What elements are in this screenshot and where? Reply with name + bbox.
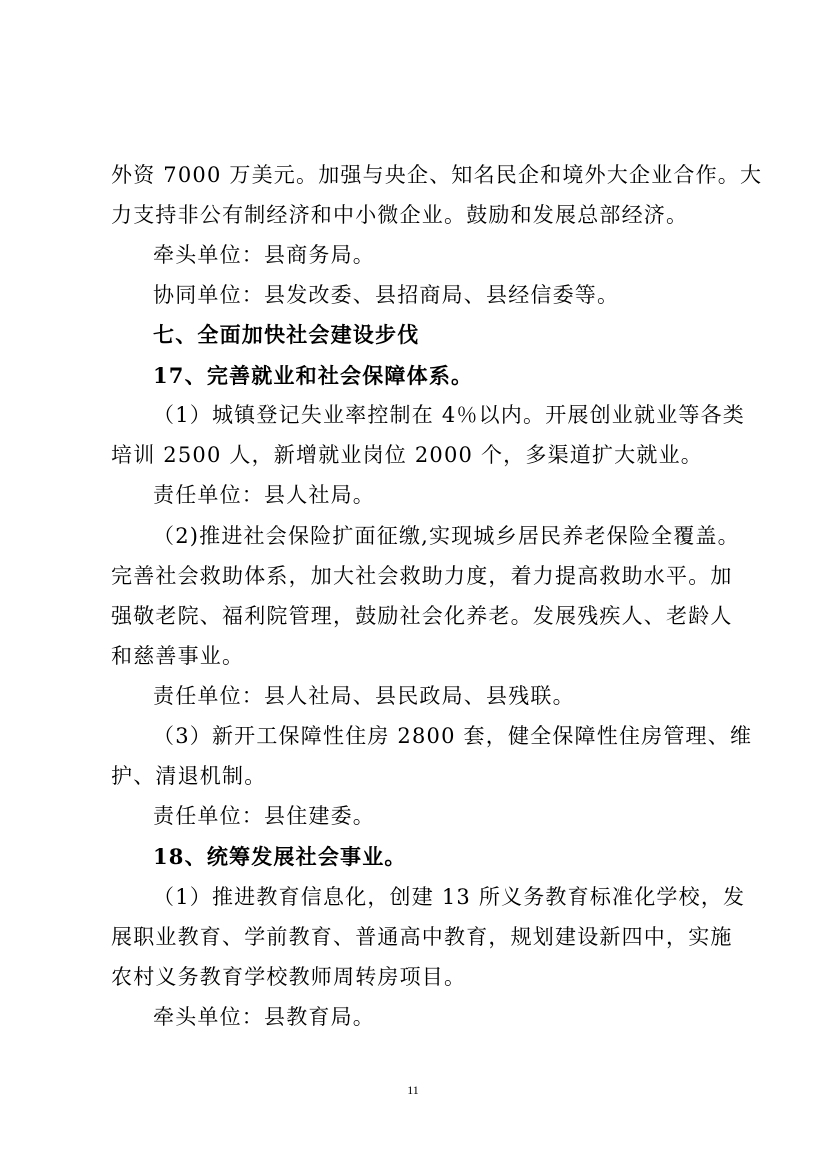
body-text-line: 展职业教育、学前教育、普通高中教育，规划建设新四中，实施 [111,925,733,949]
body-text-line: 强敬老院、福利院管理，鼓励社会化养老。发展残疾人、老龄人 [111,604,733,628]
lead-unit-line: 牵头单位：县教育局。 [153,1005,375,1029]
body-text-line: （3）新开工保障性住房 2800 套，健全保障性住房管理、维 [153,724,753,748]
body-text-line: （2)推进社会保险扩面征缴,实现城乡居民养老保险全覆盖。 [153,524,740,548]
section-heading: 七、全面加快社会建设步伐 [153,323,420,347]
body-text-line: （1）推进教育信息化，创建 13 所义务教育标准化学校，发 [153,885,746,909]
body-text-line: 农村义务教育学校教师周转房项目。 [111,965,467,989]
subsection-heading: 17、完善就业和社会保障体系。 [153,363,474,388]
body-text-line: 外资 7000 万美元。加强与央企、知名民企和境外大企业合作。大 [111,163,763,187]
lead-unit-line: 牵头单位：县商务局。 [153,243,375,267]
responsible-unit-line: 责任单位：县人社局、县民政局、县残联。 [153,684,575,708]
responsible-unit-line: 责任单位：县人社局。 [153,483,375,507]
body-text-line: 完善社会救助体系，加大社会救助力度，着力提高救助水平。加 [111,564,733,588]
body-text-line: 力支持非公有制经济和中小微企业。鼓励和发展总部经济。 [111,203,689,227]
body-text-line: （1）城镇登记失业率控制在 4％以内。开展创业就业等各类 [153,403,745,427]
coop-unit-line: 协同单位：县发改委、县招商局、县经信委等。 [153,283,620,307]
subsection-heading: 18、统筹发展社会事业。 [153,844,407,869]
page-number: 11 [407,1083,419,1097]
body-text-line: 和慈善事业。 [111,644,245,668]
body-text-line: 培训 2500 人，新增就业岗位 2000 个，多渠道扩大就业。 [111,443,703,467]
body-text-line: 护、清退机制。 [111,764,267,788]
responsible-unit-line: 责任单位：县住建委。 [153,804,375,828]
